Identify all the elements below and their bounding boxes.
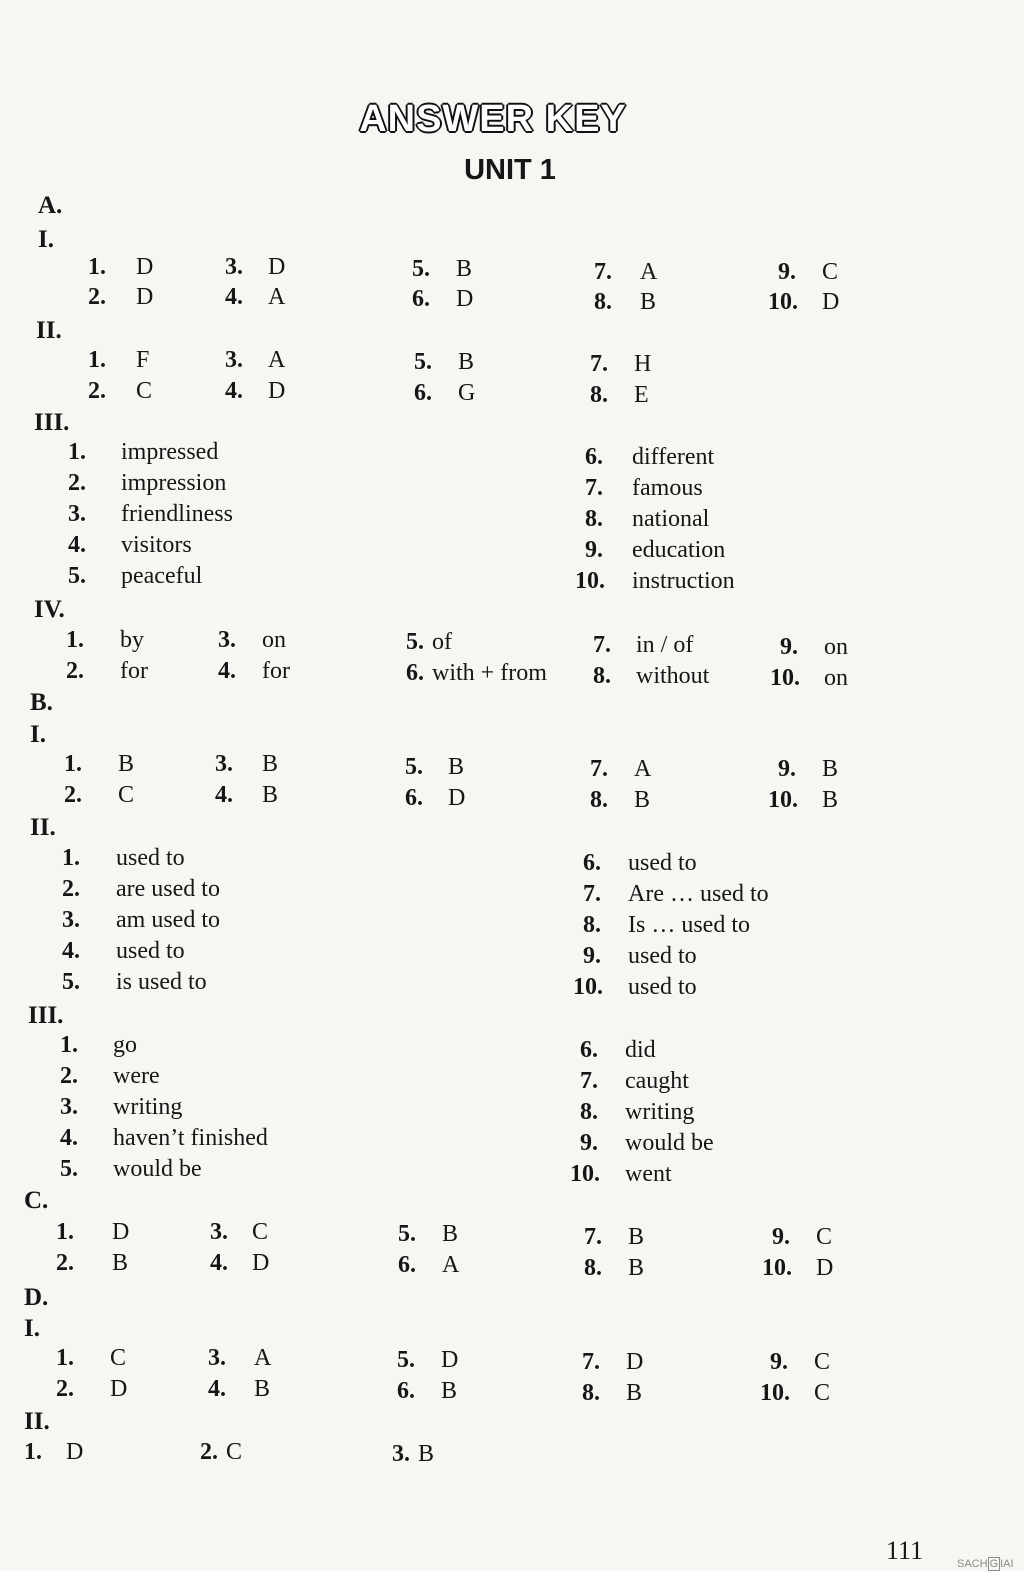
answer-number: 5. [414, 349, 432, 375]
answer-number: 9. [780, 634, 798, 660]
answer-value: national [632, 506, 710, 532]
answer-number: 7. [580, 1068, 598, 1094]
answer-number: 1. [64, 751, 82, 777]
answer-value: A [634, 756, 652, 782]
answer-value: without [636, 663, 710, 689]
answer-value: A [640, 259, 658, 285]
answer-number: 4. [68, 532, 86, 558]
section-label: C. [24, 1187, 49, 1214]
answer-number: 3. [215, 751, 233, 777]
answer-value: famous [632, 475, 703, 501]
answer-number: 1. [88, 254, 106, 280]
answer-value: B [418, 1441, 435, 1467]
answer-number: 6. [585, 444, 603, 470]
answer-number: 5. [398, 1221, 416, 1247]
answer-number: 3. [60, 1094, 78, 1120]
answer-value: C [110, 1345, 127, 1371]
answer-value: did [625, 1037, 656, 1063]
answer-number: 3. [218, 627, 236, 653]
answer-value: writing [625, 1099, 695, 1125]
answer-number: 3. [225, 254, 243, 280]
answer-value: D [822, 289, 840, 315]
answer-value: on [262, 627, 286, 653]
answer-value: C [226, 1439, 243, 1465]
answer-value: were [113, 1063, 160, 1089]
answer-number: 8. [580, 1099, 598, 1125]
subsection-label: IV. [34, 596, 65, 623]
answer-number: 5. [68, 563, 86, 589]
answer-value: C [822, 259, 839, 285]
answer-number: 8. [585, 506, 603, 532]
answer-number: 8. [590, 787, 608, 813]
answer-number: 8. [590, 382, 608, 408]
answer-number: 2. [62, 876, 80, 902]
answer-value: by [120, 627, 144, 653]
answer-value: used to [628, 974, 697, 1000]
answer-value: B [112, 1250, 129, 1276]
answer-number: 2. [88, 284, 106, 310]
answer-number: 5. [397, 1347, 415, 1373]
answer-number: 8. [583, 912, 601, 938]
answer-number: 7. [590, 756, 608, 782]
answer-value: education [632, 537, 726, 563]
answer-value: C [118, 782, 135, 808]
answer-value: B [634, 787, 651, 813]
answer-value: B [456, 256, 473, 282]
answer-value: D [441, 1347, 459, 1373]
subsection-label: II. [36, 317, 62, 344]
answer-value: F [136, 347, 150, 373]
answer-value: H [634, 351, 652, 377]
answer-value: friendliness [121, 501, 233, 527]
answer-value: for [262, 658, 290, 684]
answer-value: haven’t finished [113, 1125, 268, 1151]
answer-number: 5. [60, 1156, 78, 1182]
answer-number: 7. [585, 475, 603, 501]
unit-heading: UNIT 1 [464, 154, 556, 186]
answer-number: 4. [62, 938, 80, 964]
answer-value: of [432, 629, 452, 655]
answer-number: 5. [405, 754, 423, 780]
answer-value: B [442, 1221, 459, 1247]
answer-value: D [66, 1439, 84, 1465]
answer-number: 7. [590, 351, 608, 377]
answer-number: 9. [583, 943, 601, 969]
answer-number: 3. [62, 907, 80, 933]
answer-number: 7. [593, 632, 611, 658]
answer-number: 10. [762, 1255, 792, 1281]
answer-value: visitors [121, 532, 192, 558]
answer-number: 5. [412, 256, 430, 282]
answer-value: D [110, 1376, 128, 1402]
subsection-label: II. [30, 814, 56, 841]
section-label: D. [24, 1284, 49, 1311]
answer-value: E [634, 382, 649, 408]
subsection-label: III. [34, 409, 70, 436]
answer-number: 7. [582, 1349, 600, 1375]
answer-value: A [442, 1252, 460, 1278]
answer-value: B [254, 1376, 271, 1402]
answer-number: 10. [768, 787, 798, 813]
answer-value: A [268, 284, 286, 310]
answer-value: D [456, 286, 474, 312]
answer-number: 3. [225, 347, 243, 373]
watermark-logo: SACH G IAI [957, 1558, 1014, 1570]
answer-number: 6. [414, 380, 432, 406]
answer-number: 4. [225, 284, 243, 310]
section-label: B. [30, 689, 53, 716]
answer-value: on [824, 634, 848, 660]
answer-value: used to [628, 943, 697, 969]
subsection-label: II. [24, 1408, 50, 1435]
answer-value: B [628, 1255, 645, 1281]
answer-number: 7. [584, 1224, 602, 1250]
answer-value: A [268, 347, 286, 373]
answer-value: caught [625, 1068, 689, 1094]
answer-number: 4. [210, 1250, 228, 1276]
answer-number: 6. [405, 785, 423, 811]
answer-number: 8. [593, 663, 611, 689]
answer-number: 6. [398, 1252, 416, 1278]
answer-value: would be [113, 1156, 202, 1182]
answer-number: 10. [573, 974, 603, 1000]
subsection-label: I. [30, 721, 46, 748]
answer-value: C [252, 1219, 269, 1245]
answer-value: B [640, 289, 657, 315]
answer-value: used to [116, 938, 185, 964]
answer-number: 1. [56, 1345, 74, 1371]
answer-number: 2. [56, 1250, 74, 1276]
answer-number: 9. [778, 259, 796, 285]
answer-value: D [816, 1255, 834, 1281]
answer-number: 4. [225, 378, 243, 404]
subsection-label: III. [28, 1002, 64, 1029]
answer-number: 9. [580, 1130, 598, 1156]
answer-number: 4. [218, 658, 236, 684]
answer-value: C [814, 1349, 831, 1375]
answer-value: with + from [432, 660, 547, 686]
answer-value: B [458, 349, 475, 375]
answer-number: 5. [62, 969, 80, 995]
answer-number: 1. [62, 845, 80, 871]
page-number: 111 [886, 1536, 924, 1565]
answer-value: impression [121, 470, 227, 496]
answer-number: 9. [770, 1349, 788, 1375]
answer-value: impressed [121, 439, 219, 465]
answer-value: in / of [636, 632, 694, 658]
answer-number: 9. [585, 537, 603, 563]
answer-value: D [626, 1349, 644, 1375]
subsection-label: I. [24, 1315, 40, 1342]
answer-number: 10. [768, 289, 798, 315]
answer-number: 2. [60, 1063, 78, 1089]
answer-value: used to [116, 845, 185, 871]
answer-number: 1. [24, 1439, 42, 1465]
answer-number: 2. [66, 658, 84, 684]
answer-number: 6. [406, 660, 424, 686]
answer-number: 2. [56, 1376, 74, 1402]
answer-number: 5. [406, 629, 424, 655]
answer-number: 1. [88, 347, 106, 373]
subsection-label: I. [38, 226, 54, 253]
answer-value: D [136, 284, 154, 310]
answer-value: D [252, 1250, 270, 1276]
answer-number: 3. [68, 501, 86, 527]
answer-value: B [448, 754, 465, 780]
answer-value: C [816, 1224, 833, 1250]
answer-value: A [254, 1345, 272, 1371]
answer-number: 8. [594, 289, 612, 315]
answer-value: are used to [116, 876, 220, 902]
answer-value: B [822, 756, 839, 782]
answer-value: writing [113, 1094, 183, 1120]
answer-number: 2. [88, 378, 106, 404]
answer-number: 8. [582, 1380, 600, 1406]
answer-number: 2. [64, 782, 82, 808]
answer-value: B [822, 787, 839, 813]
answer-value: C [814, 1380, 831, 1406]
answer-number: 3. [210, 1219, 228, 1245]
answer-value: B [628, 1224, 645, 1250]
answer-value: went [625, 1161, 672, 1187]
answer-value: am used to [116, 907, 220, 933]
answer-number: 9. [772, 1224, 790, 1250]
answer-number: 1. [66, 627, 84, 653]
answer-number: 4. [215, 782, 233, 808]
answer-value: D [448, 785, 466, 811]
answer-number: 7. [594, 259, 612, 285]
answer-number: 3. [392, 1441, 410, 1467]
answer-value: go [113, 1032, 137, 1058]
answer-value: would be [625, 1130, 714, 1156]
answer-value: D [268, 254, 286, 280]
answer-number: 1. [56, 1219, 74, 1245]
answer-number: 3. [208, 1345, 226, 1371]
answer-number: 7. [583, 881, 601, 907]
answer-value: D [268, 378, 286, 404]
page-title: ANSWER KEY [359, 98, 627, 140]
answer-value: Are … used to [628, 881, 769, 907]
answer-value: B [262, 782, 279, 808]
answer-value: for [120, 658, 148, 684]
answer-value: B [626, 1380, 643, 1406]
answer-number: 6. [412, 286, 430, 312]
answer-number: 4. [208, 1376, 226, 1402]
answer-value: on [824, 665, 848, 691]
answer-value: B [441, 1378, 458, 1404]
answer-number: 1. [60, 1032, 78, 1058]
answer-number: 10. [770, 665, 800, 691]
answer-value: D [136, 254, 154, 280]
answer-number: 10. [760, 1380, 790, 1406]
answer-number: 6. [583, 850, 601, 876]
answer-number: 9. [778, 756, 796, 782]
answer-value: D [112, 1219, 130, 1245]
answer-number: 4. [60, 1125, 78, 1151]
answer-number: 1. [68, 439, 86, 465]
answer-number: 10. [575, 568, 605, 594]
answer-value: different [632, 444, 715, 470]
answer-number: 6. [580, 1037, 598, 1063]
answer-value: used to [628, 850, 697, 876]
answer-number: 10. [570, 1161, 600, 1187]
answer-value: C [136, 378, 153, 404]
answer-value: B [262, 751, 279, 777]
answer-value: instruction [632, 568, 735, 594]
answer-number: 6. [397, 1378, 415, 1404]
section-label: A. [38, 192, 63, 219]
answer-value: G [458, 380, 476, 406]
answer-number: 2. [200, 1439, 218, 1465]
answer-value: Is … used to [628, 912, 750, 938]
answer-value: B [118, 751, 135, 777]
answer-value: peaceful [121, 563, 203, 589]
answer-number: 8. [584, 1255, 602, 1281]
answer-value: is used to [116, 969, 207, 995]
answer-number: 2. [68, 470, 86, 496]
